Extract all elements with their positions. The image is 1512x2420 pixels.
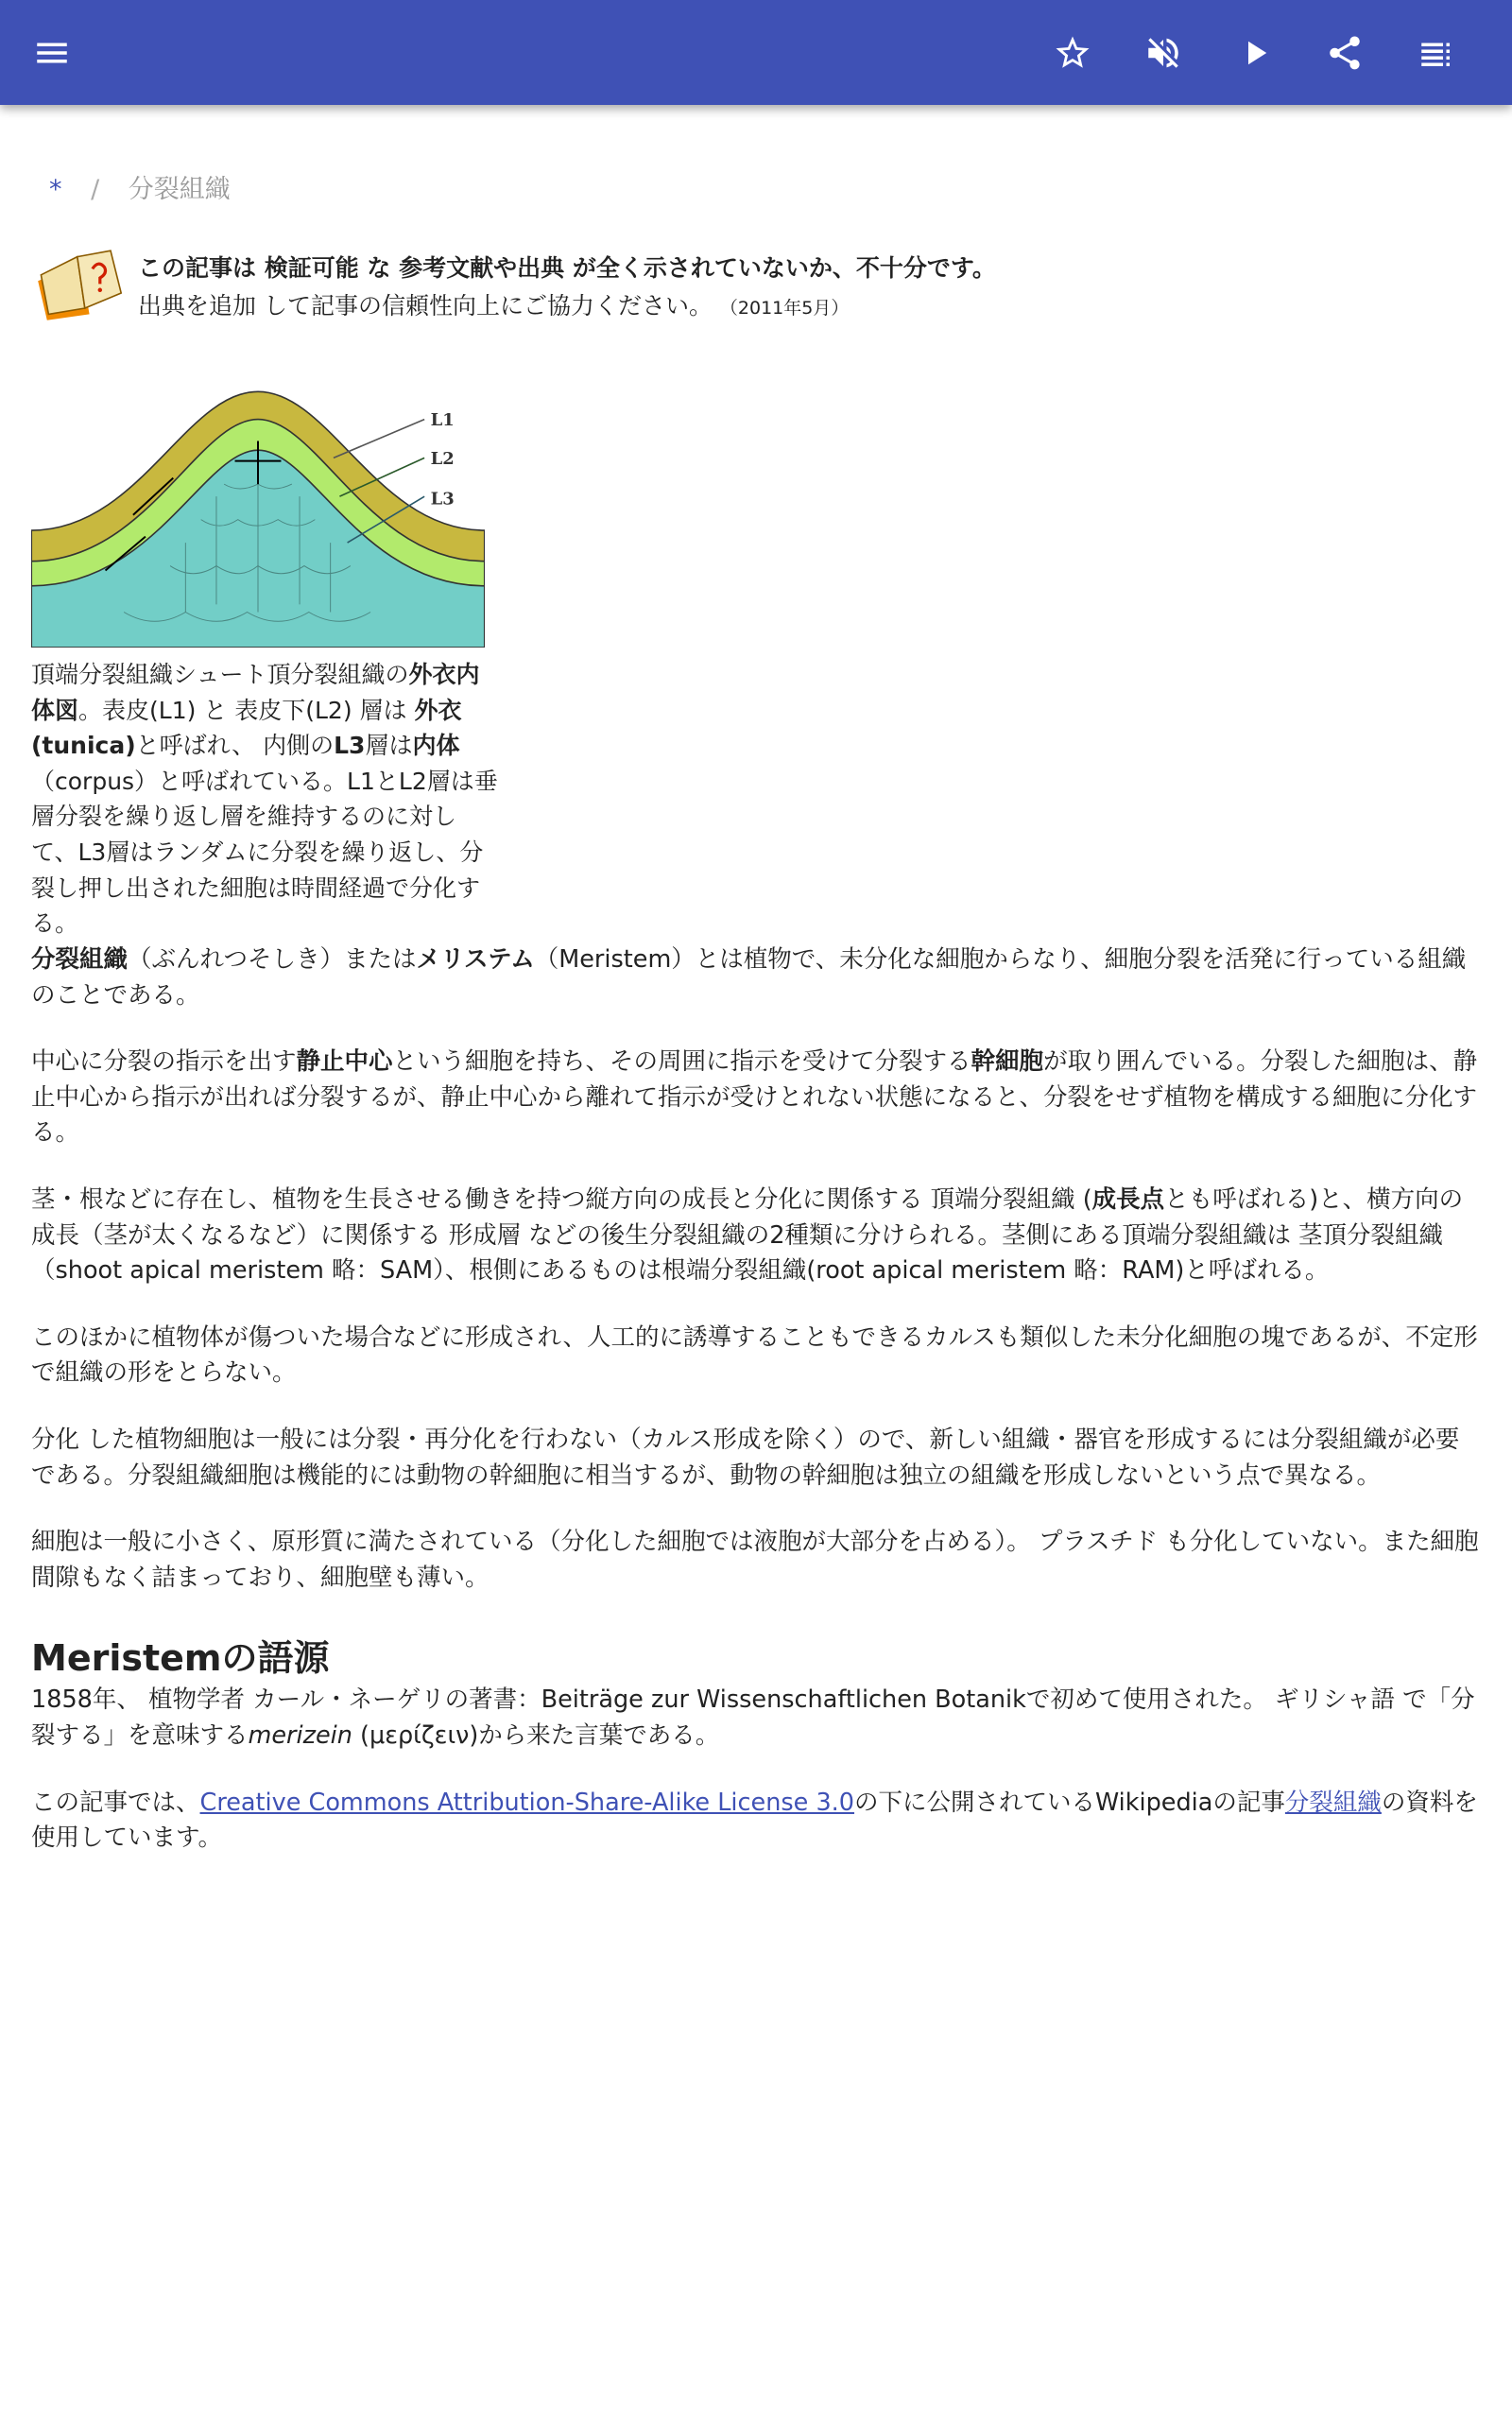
bold-text: 外衣内体図 [31,661,480,724]
breadcrumb-separator: / [91,175,100,204]
text-segment: の資料を使用しています。 [31,1788,1478,1853]
share-icon [1325,33,1365,73]
italic-text: merizein [248,1720,352,1750]
text-segment: 分化 した植物細胞は一般には分裂・再分化を行わない（カルス形成を除く）ので、新しい組織・器官を形成するには分裂組織が必要である。分裂組織細胞は機能的には動物の幹細胞に相当するが、動物の幹細胞は独立の組織を形成しないという点で異なる。 [31,1425,1460,1490]
share-button[interactable] [1325,33,1365,73]
book-question-icon [34,248,127,323]
bold-text: 成長点 [1091,1184,1165,1214]
bookmark-button[interactable] [1053,33,1092,73]
article-link[interactable]: 分裂組織 [1284,1788,1382,1817]
text-segment: 細胞は一般に小さく、原形質に満たされている（分化した細胞では液胞が大部分を占める）。 プラスチド も分化していない。また細胞間隙もなく詰まっており、細胞壁も薄い。 [31,1528,1479,1592]
notice-body-line [138,287,849,321]
bold-text: 静止中心 [296,1047,393,1077]
text-segment: 茎・根などに存在し、植物を生長させる働きを持つ縦方向の成長と分化に関係する 頂端分裂組織 ( [31,1184,1092,1214]
breadcrumb-home[interactable]: * [49,175,62,204]
bold-text: L3 [334,732,366,760]
label-l3: L3 [430,489,455,510]
bold-text: 分裂組織 [31,945,129,974]
notice-title: この記事は 検証可能 な 参考文献や出典 が全く示されていないか、不十分です。 [138,254,996,282]
text-segment: （corpus）と呼ばれている。L1とL2層は垂層分裂を繰り返し層を維持するのに対して、L3層はランダムに分裂を繰り返し、分裂し押し出された細胞は時間経過で分化する。 [31,767,498,938]
bold-text: メリステム [416,945,535,974]
text-segment: と呼ばれ、 内側の [135,732,335,760]
mute-button[interactable] [1143,33,1183,73]
volume-off-icon [1143,33,1183,73]
menu-button[interactable] [32,33,72,73]
paragraph-stem-cells [31,1045,1482,1151]
bold-text: 幹細胞 [971,1047,1044,1077]
bold-text: 外衣(tunica) [31,696,462,760]
play-icon [1235,33,1275,73]
section-heading-etymology: Meristemの語源 [31,1637,330,1680]
article-link[interactable]: Creative Commons Attribution-Share-Alike License 3.0 [199,1788,855,1817]
play-button[interactable] [1235,33,1275,73]
notice-body: 出典を追加 して記事の信頼性向上にご協力ください。 [138,292,713,320]
text-segment: の下に公開されているWikipediaの記事 [854,1788,1285,1817]
license-footer [31,1786,1482,1857]
star-icon [1053,33,1092,73]
meristem-figure [31,389,498,942]
figure-caption [31,657,499,942]
text-segment: （Meristem）とは植物で、未分化な細胞からなり、細胞分裂を活発に行っている組織のことである。 [31,945,1467,1010]
contents-button[interactable] [1417,33,1456,73]
paragraph-etymology [31,1683,1482,1754]
menu-icon [32,33,72,73]
text-segment: 層は [365,732,413,760]
text-segment: （ぶんれつそしき）または [128,945,417,974]
text-segment: この記事では、 [31,1788,200,1817]
paragraph-differentiation [31,1423,1482,1494]
text-segment: このほかに植物体が傷ついた場合などに形成され、人工的に誘導することもできるカルスも類似した未分化細胞の塊であるが、不定形で組織の形をとらない。 [31,1322,1478,1388]
paragraph-definition [31,942,1482,1013]
text-segment: 中心に分裂の指示を出す [31,1047,297,1077]
label-l2: L2 [430,448,455,469]
text-segment: とも呼ばれる)と、横方向の成長（茎が太くなるなど）に関係する 形成層 などの後生分裂組織の2種類に分けられる。茎側にある頂端分裂組織は 茎頂分裂組織 （shoot apical meristem 略：SAM）、根側にあるものは根端分裂組織(root apical meristem 略：RAM)と呼ばれる。 [31,1184,1464,1286]
breadcrumb-current: 分裂組織 [128,175,231,204]
meristem-diagram [31,389,485,648]
bold-text: 内体 [412,732,460,760]
text-segment: という細胞を持ち、その周囲に指示を受けて分裂する [392,1047,971,1077]
label-l1: L1 [430,410,455,431]
text-segment: 1858年、 植物学者 カール・ネーゲリの著書：Beiträge zur Wissenschaftlichen Botanikで初めて使用された。 ギリシャ語 で「分裂する」を意味する [31,1685,1475,1750]
text-segment: (μερίζειν)から来た言葉である。 [352,1720,720,1750]
text-segment: 頂端分裂組織シュート頂分裂組織の [31,661,409,688]
app-bar [0,0,1512,105]
breadcrumb [49,168,231,205]
paragraph-callus [31,1321,1482,1392]
paragraph-types [31,1183,1482,1289]
paragraph-cell-features [31,1525,1482,1596]
playlist-icon [1417,33,1456,73]
notice-date: （2011年5月） [719,298,850,319]
article-body [31,942,1482,1888]
text-segment: 。表皮(L1) と 表皮下(L2) 層は [78,696,415,724]
text-segment: が取り囲んでいる。分裂した細胞は、静止中心から指示が出れば分裂するが、静止中心から離れて指示が受けとれない状態になると、分裂をせず植物を構成する細胞に分化する。 [31,1047,1478,1148]
